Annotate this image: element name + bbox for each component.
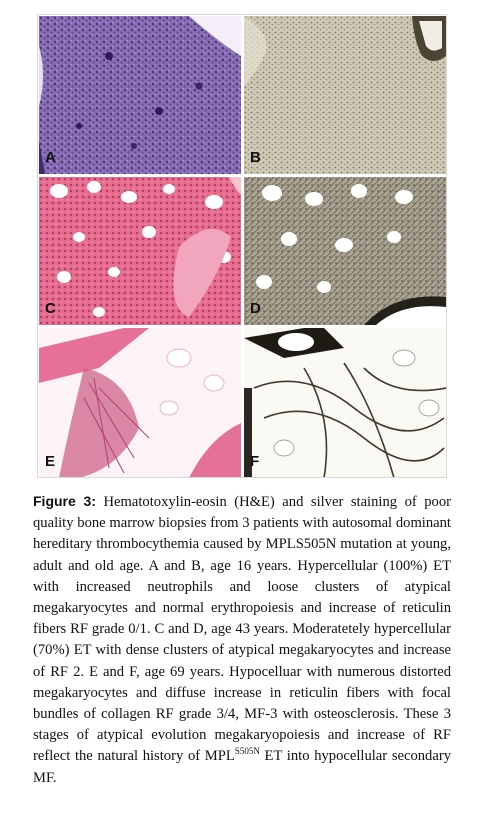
panel-d-image xyxy=(244,177,446,325)
panel-b-label: B xyxy=(250,149,262,166)
panel-f-label: F xyxy=(250,453,260,470)
panel-c-image xyxy=(39,177,241,325)
panel-e-he-stain xyxy=(39,328,241,478)
panel-b-image xyxy=(244,16,446,174)
panel-e-label: E xyxy=(45,453,56,470)
panel-c-label: C xyxy=(45,300,57,317)
caption-text-main: Hematotoxylin-eosin (H&E) and silver staining of poor quality bone marrow biopsies from 3 patients with autosomal dominant hereditary thrombocythemia caused by MPLS505N mutation at young, adult and old age. A and B, age 16 years. Hypercellular (100%) ET with increased neutrophils and loose clusters of atypical megakaryocytes and normal erythropoiesis and increase of reticulin fibers RF grade 0/1. C and D, age 43 years. Moderatetely hypercellular (70%) ET with dense clusters of atypical megakaryocytes and increase of RF 2. E and F, age 69 years. Hypocelluar with numerous distorted megakaryocytes and diffuse increase in reticulin fibers with focal bundles of collagen RF grade 3/4, MF-3 with osteosclerosis. These 3 stages of atypical evolution megakaryopoiesis and increase of RF reflect the natural history of MPL xyxy=(33,494,452,765)
figure-caption xyxy=(33,491,451,789)
panel-e-image xyxy=(39,328,241,478)
panel-d-label: D xyxy=(250,300,262,317)
panel-b-silver-stain xyxy=(244,16,446,174)
panel-c-he-stain xyxy=(39,177,241,325)
caption-superscript: S505N xyxy=(234,746,260,757)
micrograph-figure xyxy=(37,14,447,478)
panel-d-silver-stain xyxy=(244,177,446,325)
caption-text-end: ET into hypocellular secondary MF. xyxy=(33,748,451,786)
panel-f-image xyxy=(244,328,446,478)
caption-label: Figure 3: xyxy=(33,493,96,509)
panel-a-image xyxy=(39,16,241,174)
panel-a-label: A xyxy=(45,149,57,166)
panel-a-he-stain xyxy=(39,16,241,174)
panel-f-silver-stain xyxy=(244,328,446,478)
